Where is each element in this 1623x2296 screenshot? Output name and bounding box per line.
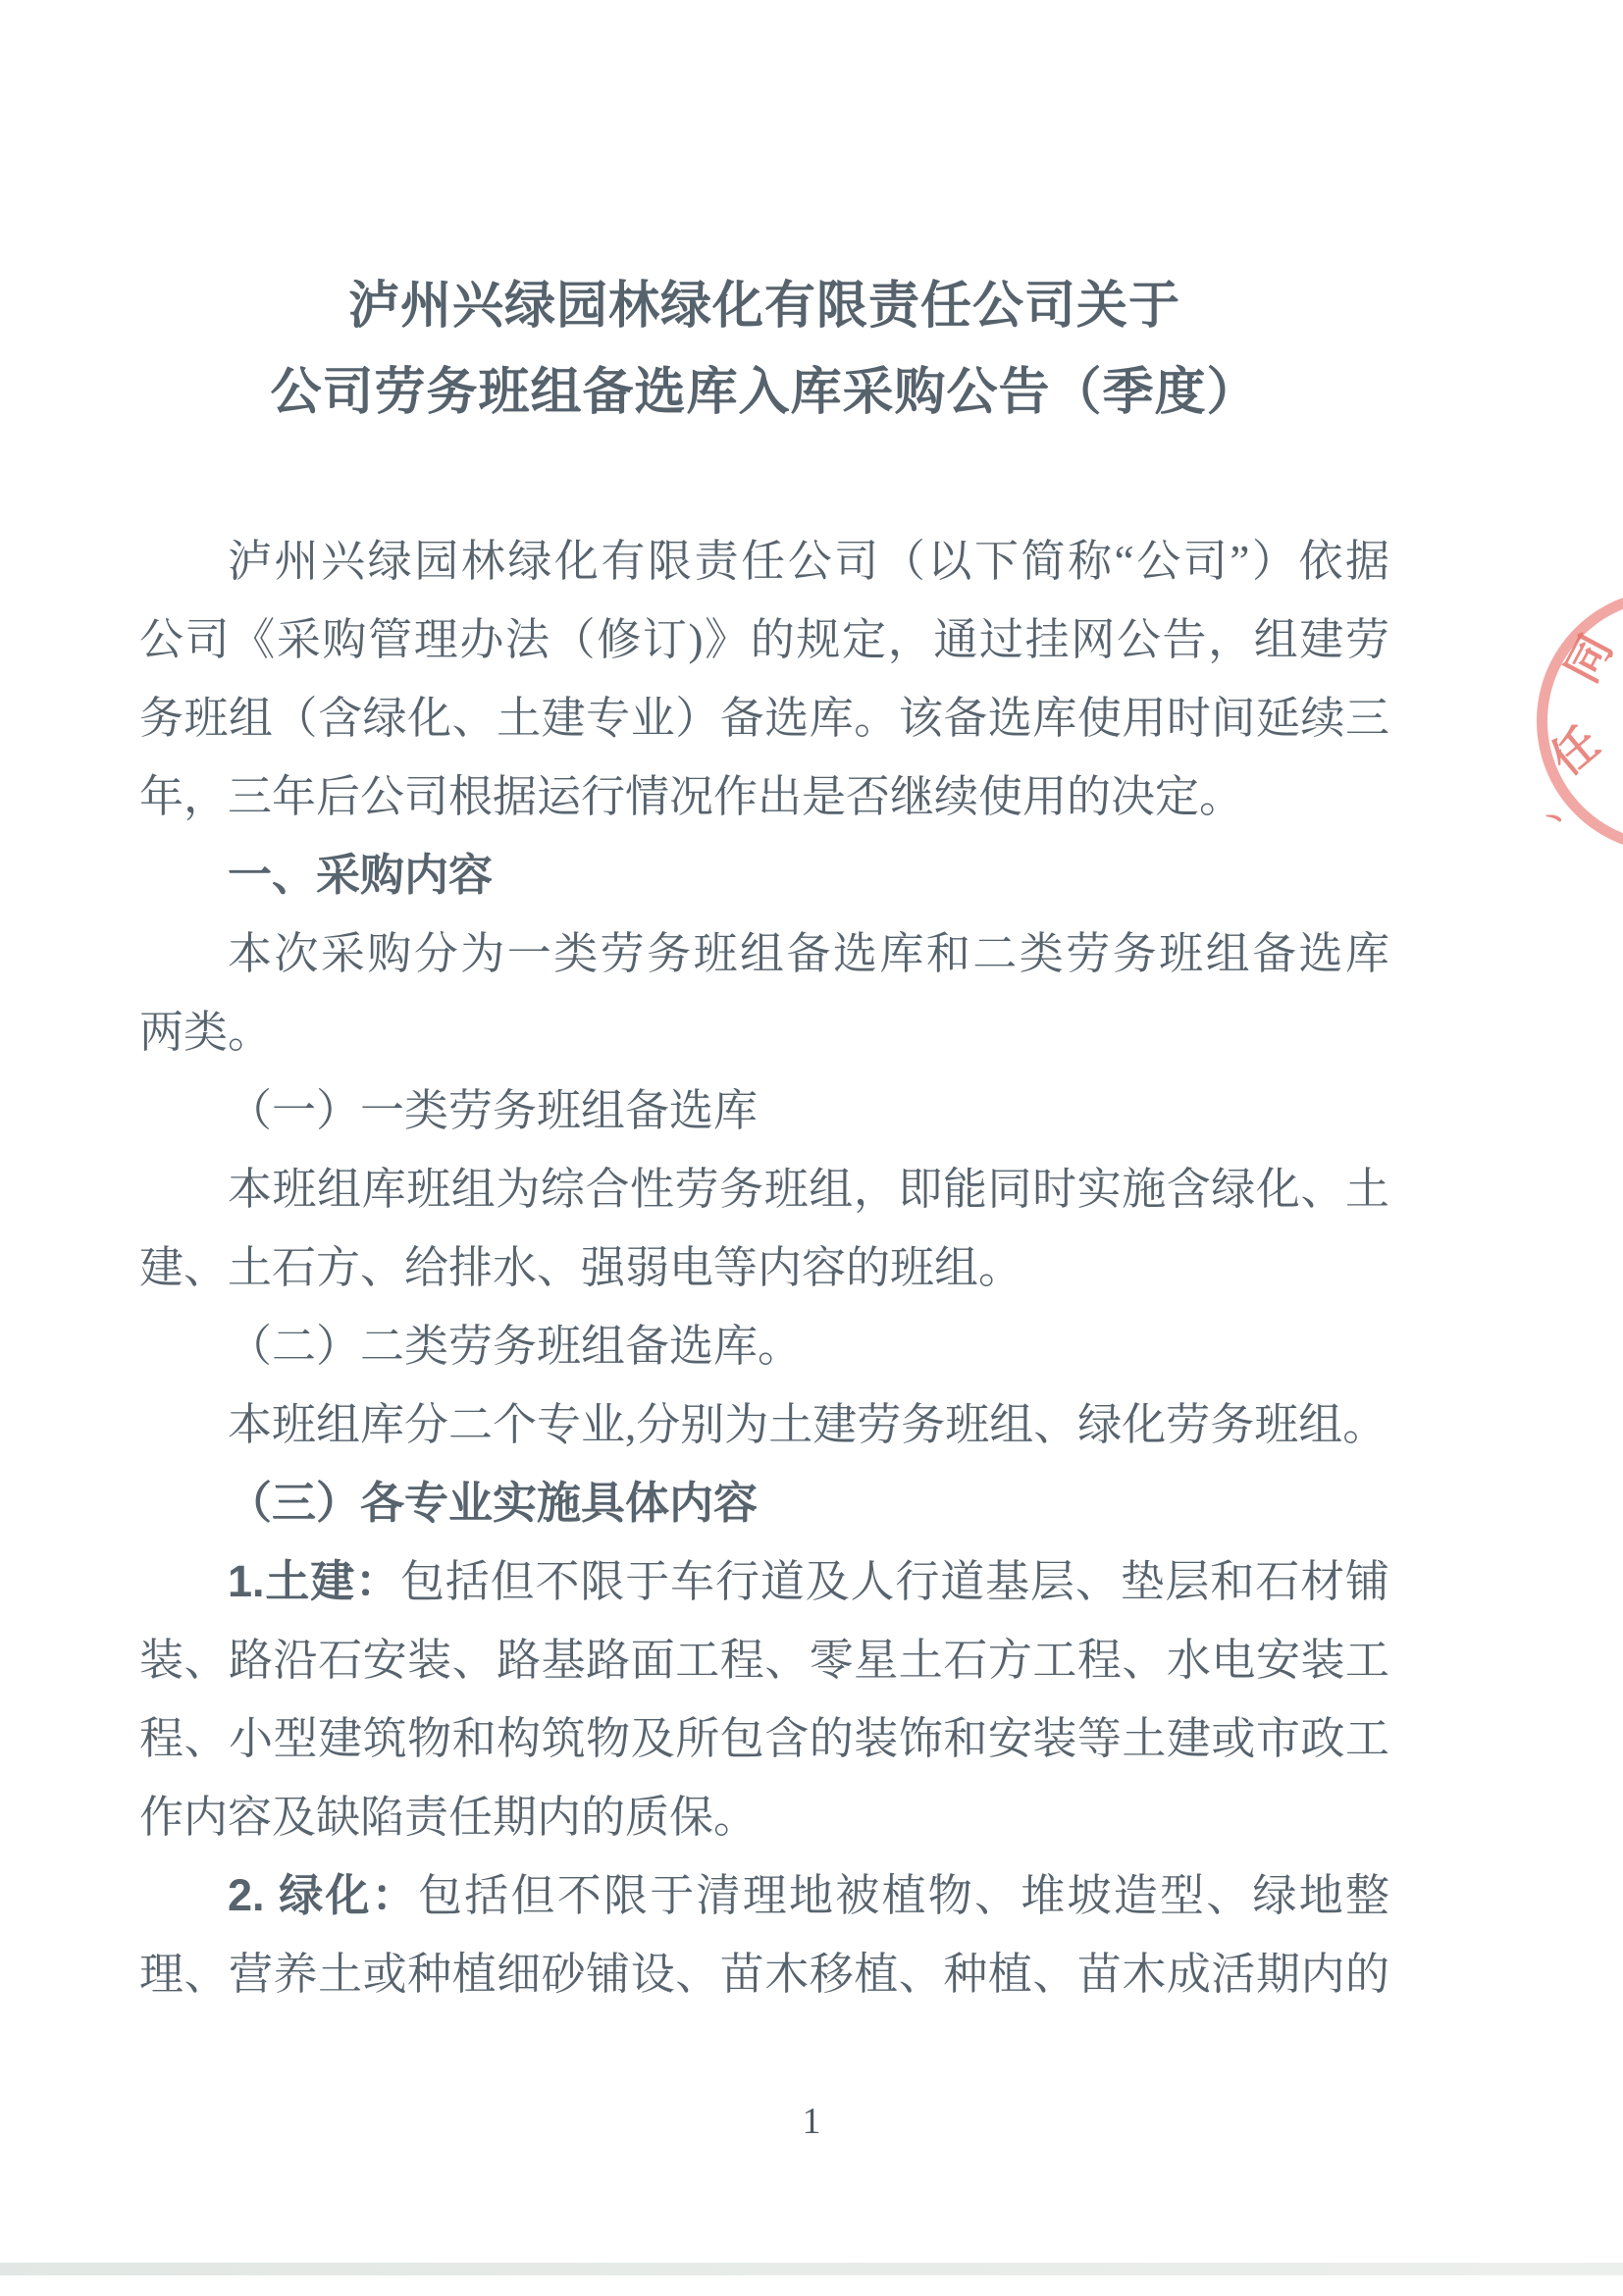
text-line [139,679,1389,757]
text-line [139,1699,1389,1778]
body-text: （二）二类劳务班组备选库。 [228,1322,803,1371]
body-text: 本次采购分为一类劳务班组备选库和二类劳务班组备选库 [228,929,1389,978]
body-text: 本班组库分二个专业,分别为土建劳务班组、绿化劳务班组。 [228,1400,1387,1449]
seal-character: 同 [1555,626,1622,691]
text-line [139,1150,1389,1228]
text-line [139,1307,1389,1385]
text-line [139,1856,1389,1935]
body-text: 本班组库班组为综合性劳务班组，即能同时实施含绿化、土 [228,1165,1389,1214]
body-text: 装、路沿石安装、路基路面工程、零星土石方工程、水电安装工 [139,1636,1389,1685]
body-text: 务班组（含绿化、土建专业）备选库。该备选库使用时间延续三 [139,694,1389,743]
text-line [139,1542,1389,1621]
body-text: 公司《采购管理办法（修订)》的规定，通过挂网公告，组建劳 [139,615,1389,664]
body-text: 年，三年后公司根据运行情况作出是否继续使用的决定。 [139,772,1244,821]
text-line [139,1228,1389,1307]
text-line [139,1778,1389,1856]
body-text: 建、土石方、给排水、强弱电等内容的班组。 [139,1243,1023,1292]
emphasis-text: 1.土建： [228,1556,400,1606]
text-line [139,522,1389,600]
text-line [139,993,1389,1071]
page-number: 1 [802,2101,821,2142]
emphasis-text: 一、采购内容 [228,850,494,900]
emphasis-text: （三）各专业实施具体内容 [228,1478,759,1528]
text-line [139,757,1389,836]
document-title-line-2: 公司劳务班组备选库入库采购公告（季度） [270,364,1259,421]
document-title [139,0,1389,436]
body-text: （一）一类劳务班组备选库 [228,1086,759,1135]
seal-character: 任 [1541,716,1609,785]
text-line [139,1464,1389,1542]
text-line [139,1385,1389,1464]
scan-edge-artifact [0,2263,1623,2275]
text-line [139,836,1389,914]
document-body [139,522,1389,2013]
body-text: 作内容及缺陷责任期内的质保。 [139,1793,759,1842]
body-text: 两类。 [139,1008,273,1057]
text-line [139,914,1389,993]
body-text: 程、小型建筑物和构筑物及所包含的装饰和安装等土建或市政工 [139,1714,1389,1763]
text-line [139,1071,1389,1150]
text-line [139,1621,1389,1699]
body-text: 包括但不限于清理地被植物、堆坡造型、绿地整 [418,1871,1389,1920]
emphasis-text: 2. 绿化： [228,1870,419,1920]
body-text: 理、营养土或种植细砂铺设、苗木移植、种植、苗木成活期内的 [139,1950,1389,1999]
seal-character: 丶 [1534,799,1576,843]
text-line [139,600,1389,679]
document-title-line-1: 泸州兴绿园林绿化有限责任公司关于 [347,278,1180,335]
body-text: 泸州兴绿园林绿化有限责任公司（以下简称“公司”）依据 [228,537,1389,586]
text-line [139,1935,1389,2013]
body-text: 包括但不限于车行道及人行道基层、垫层和石材铺 [399,1557,1389,1606]
